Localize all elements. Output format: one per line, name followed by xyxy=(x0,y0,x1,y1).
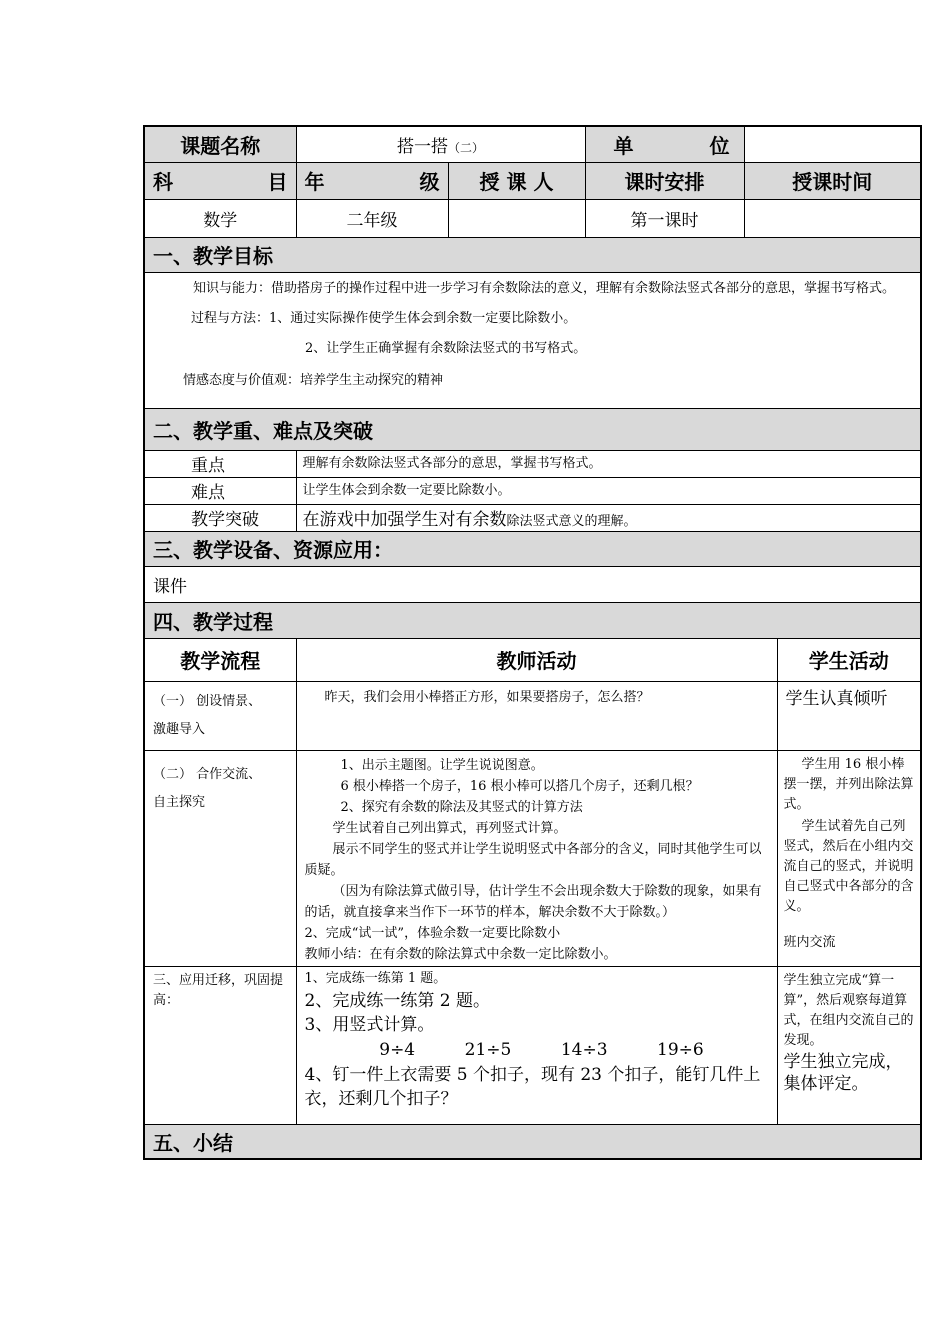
unit-value xyxy=(744,126,921,162)
key-point-label: 重点 xyxy=(144,450,296,477)
teacher-label: 授 课 人 xyxy=(448,162,585,199)
section5-title: 五、小结 xyxy=(144,1124,921,1159)
division-exercises xyxy=(305,1037,769,1063)
time-label: 授课时间 xyxy=(744,162,921,199)
resources-content: 课件 xyxy=(144,566,921,602)
lesson-title-text: 搭一搭 xyxy=(397,136,448,157)
title-label: 课题名称 xyxy=(144,126,296,162)
teacher-value xyxy=(448,199,585,237)
info-value-row xyxy=(144,199,921,237)
division-expr: 9÷4 xyxy=(379,1039,416,1060)
goal-process-text: 1、通过实际操作使学生体会到余数一定要比除数小。 xyxy=(269,310,577,326)
step1-teacher: 昨天，我们会用小棒搭正方形，如果要搭房子，怎么搭？ xyxy=(296,681,777,750)
section4-title: 四、教学过程 xyxy=(144,602,921,638)
section3-title: 三、教学设备、资源应用： xyxy=(144,531,921,566)
step2-teacher-line: 6 根小棒搭一个房子，16 根小棒可以搭几个房子，还剩几根？ xyxy=(340,778,699,794)
col-teacher-header: 教师活动 xyxy=(296,638,777,681)
step3-student-big: 学生独立完成，集体评定。 xyxy=(783,1051,903,1094)
grade-value: 二年级 xyxy=(296,199,448,237)
col-flow-header: 教学流程 xyxy=(144,638,296,681)
breakthrough-text-small: 除法竖式意义的理解。 xyxy=(506,514,637,529)
step3-teacher xyxy=(296,966,777,1124)
section4-header-row xyxy=(144,602,921,638)
step1-row xyxy=(144,681,921,750)
unit-label xyxy=(585,126,744,162)
subject-label-b: 目 xyxy=(267,170,288,194)
step3-item4: 4、钉一件上衣需要 5 个扣子，现有 23 个扣子，能钉几件上衣，还剩几个扣子？ xyxy=(304,1064,761,1109)
step3-student-small: 学生独立完成“算一算”，然后观察每道算式，在组内交流自己的发现。 xyxy=(783,972,914,1048)
step2-teacher-line: 2、探究有余数的除法及其竖式的计算方法 xyxy=(340,799,583,815)
subject-label-a: 科 xyxy=(153,170,173,194)
step1-flow-b: 激趣导入 xyxy=(153,721,206,737)
step2-student xyxy=(777,750,921,966)
step2-teacher-line: 学生试着自己列出算式，再列竖式计算。 xyxy=(332,820,567,836)
difficulty-row xyxy=(144,477,921,504)
difficulty-label: 难点 xyxy=(144,477,296,504)
step1-student: 学生认真倾听 xyxy=(777,681,921,750)
teaching-goals xyxy=(144,272,921,408)
lesson-title xyxy=(296,126,585,162)
step2-flow xyxy=(144,750,296,966)
step3-item2: 2、完成练一练第 2 题。 xyxy=(304,990,490,1011)
breakthrough-text-big: 在游戏中加强学生对有余数 xyxy=(302,510,507,530)
info-header-row xyxy=(144,162,921,199)
step3-student xyxy=(777,966,921,1124)
step3-row xyxy=(144,966,921,1124)
step2-teacher xyxy=(296,750,777,966)
division-expr: 19÷6 xyxy=(657,1039,704,1060)
step1-flow-a: （一） 创设情景、 xyxy=(153,693,262,709)
breakthrough-label: 教学突破 xyxy=(144,504,296,531)
process-header-row xyxy=(144,638,921,681)
section3-header-row xyxy=(144,531,921,566)
breakthrough-row xyxy=(144,504,921,531)
goal-process xyxy=(153,309,912,329)
grade-label-b: 级 xyxy=(419,170,440,194)
lesson-plan xyxy=(143,125,920,1160)
step2-row xyxy=(144,750,921,966)
title-row xyxy=(144,126,921,162)
section5-header-row xyxy=(144,1124,921,1159)
step2-student-line: 班内交流 xyxy=(783,934,836,950)
step2-teacher-line: 展示不同学生的竖式并让学生说明竖式中各部分的含义，同时其他学生可以质疑。 xyxy=(304,841,762,878)
lesson-plan-table xyxy=(143,125,922,1160)
unit-label-a: 单 xyxy=(613,133,634,158)
section1-content-row xyxy=(144,272,921,408)
subject-value: 数学 xyxy=(144,199,296,237)
schedule-label: 课时安排 xyxy=(585,162,744,199)
step2-student-line: 学生试着先自己列竖式，然后在小组内交流自己的竖式，并说明自己竖式中各部分的含义。 xyxy=(783,818,914,914)
time-value xyxy=(744,199,921,237)
lesson-title-suffix: （二） xyxy=(448,140,485,155)
difficulty-text: 让学生体会到余数一定要比除数小。 xyxy=(296,477,921,504)
goal-attitude: 情感态度与价值观：培养学生主动探究的精神 xyxy=(183,372,444,388)
step3-item1: 1、完成练一练第 1 题。 xyxy=(304,970,447,986)
step2-flow-a: （二） 合作交流、 xyxy=(153,766,262,782)
schedule-value: 第一课时 xyxy=(585,199,744,237)
section2-header-row xyxy=(144,408,921,450)
step1-flow xyxy=(144,681,296,750)
key-point-text: 理解有余数除法竖式各部分的意思，掌握书写格式。 xyxy=(296,450,921,477)
key-point-row xyxy=(144,450,921,477)
grade-label xyxy=(296,162,448,199)
unit-label-b: 位 xyxy=(709,133,730,158)
section1-header-row xyxy=(144,237,921,272)
breakthrough-text xyxy=(296,504,921,531)
step2-student-line: 学生用 16 根小棒摆一摆，并列出除法算式。 xyxy=(783,756,914,812)
goal-process-prefix: 过程与方法： xyxy=(191,310,270,326)
goal-knowledge: 知识与能力：借助搭房子的操作过程中进一步学习有余数除法的意义，理解有余数除法竖式各部分的意思，掌握书写格式。 xyxy=(193,280,896,296)
step2-teacher-line: 1、出示主题图。让学生说说图意。 xyxy=(340,757,544,773)
section2-title: 二、教学重、难点及突破 xyxy=(144,408,921,450)
step2-teacher-line: 2、完成“试一试”，体验余数一定要比除数小 xyxy=(304,925,561,941)
subject-label xyxy=(144,162,296,199)
section3-content-row xyxy=(144,566,921,602)
section1-title: 一、教学目标 xyxy=(144,237,921,272)
step2-teacher-line: （因为有除法算式做引导，估计学生不会出现余数大于除数的现象，如果有的话，就直接拿来当作下一环节的样本，解决余数不大于除数。） xyxy=(304,883,762,920)
step3-item3: 3、用竖式计算。 xyxy=(304,1014,435,1035)
step2-teacher-line: 教师小结：在有余数的除法算式中余数一定比除数小。 xyxy=(304,946,617,962)
step3-flow: 三、应用迁移，巩固提高： xyxy=(144,966,296,1124)
col-student-header: 学生活动 xyxy=(777,638,921,681)
division-expr: 21÷5 xyxy=(464,1039,512,1060)
goal-format: 2、让学生正确掌握有余数除法竖式的书写格式。 xyxy=(305,340,587,356)
division-expr: 14÷3 xyxy=(560,1039,608,1060)
step2-flow-b: 自主探究 xyxy=(153,794,206,810)
grade-label-a: 年 xyxy=(304,170,325,194)
